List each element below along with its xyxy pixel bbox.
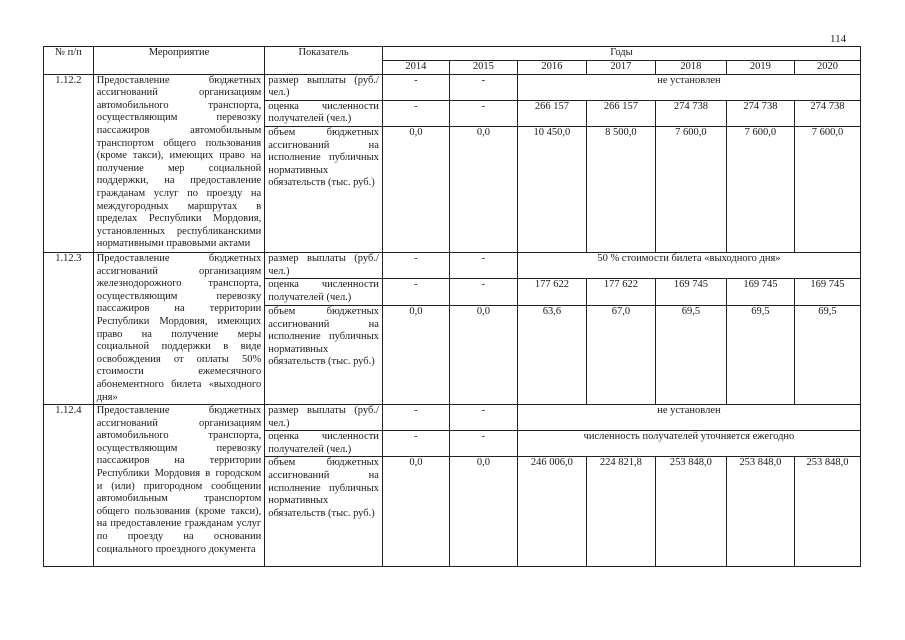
value-cell: 0,0 <box>449 305 517 404</box>
value-cell: - <box>449 100 517 126</box>
indicator-cell: размер выплаты (руб./ чел.) <box>265 74 383 100</box>
value-cell: - <box>449 74 517 100</box>
header-indicator: Показатель <box>265 47 383 75</box>
measures-table <box>43 46 861 567</box>
merged-note-cell: численность получателей уточняется ежегодно <box>517 431 860 457</box>
value-cell: 69,5 <box>794 305 860 404</box>
year-2016: 2016 <box>517 60 586 74</box>
value-cell: 266 157 <box>586 100 655 126</box>
value-cell: 0,0 <box>449 126 517 252</box>
value-cell: 7 600,0 <box>726 126 794 252</box>
value-cell: 10 450,0 <box>517 126 586 252</box>
value-cell: - <box>382 279 449 305</box>
header-row-1 <box>44 47 861 61</box>
value-cell: - <box>382 405 449 431</box>
merged-note-cell: 50 % стоимости билета «выходного дня» <box>517 252 860 278</box>
value-cell: - <box>382 252 449 278</box>
indicator-cell: объем бюджетных ассигнований на исполнение публичных нормативных обязательств (тыс. руб.) <box>265 457 383 567</box>
table-row <box>44 252 861 278</box>
value-cell: - <box>449 252 517 278</box>
indicator-cell: оценка численности получателей (чел.) <box>265 279 383 305</box>
year-2014: 2014 <box>382 60 449 74</box>
merged-note-cell: не установлен <box>517 74 860 100</box>
row-number: 1.12.2 <box>44 74 94 252</box>
value-cell: 169 745 <box>726 279 794 305</box>
page-number: 114 <box>830 33 847 45</box>
value-cell: 7 600,0 <box>655 126 726 252</box>
header-number: № п/п <box>44 47 94 75</box>
value-cell: 67,0 <box>586 305 655 404</box>
table-row <box>44 74 861 100</box>
value-cell: 274 738 <box>794 100 860 126</box>
event-description: Предоставление бюджетных ассигнований организациям автомобильного транспорта, осуществляющим перевозку пассажиров на территории Республики Мордовия в городском и (или) пригородном сообщении автомобильным транспортом общего пользования (кроме такси), на предоставление гражданам услуг по проезду на основании социального проездного документа <box>93 405 265 567</box>
year-2015: 2015 <box>449 60 517 74</box>
value-cell: 177 622 <box>517 279 586 305</box>
indicator-cell: объем бюджетных ассигнований на исполнение публичных нормативных обязательств (тыс. руб.) <box>265 305 383 404</box>
value-cell: 0,0 <box>382 126 449 252</box>
indicator-cell: оценка численности получателей (чел.) <box>265 431 383 457</box>
value-cell: 0,0 <box>382 305 449 404</box>
year-2018: 2018 <box>655 60 726 74</box>
indicator-cell: оценка численности получателей (чел.) <box>265 100 383 126</box>
value-cell: - <box>382 74 449 100</box>
merged-note-cell: не установлен <box>517 405 860 431</box>
value-cell: 266 157 <box>517 100 586 126</box>
value-cell: - <box>449 405 517 431</box>
value-cell: - <box>382 431 449 457</box>
row-number: 1.12.3 <box>44 252 94 404</box>
row-number: 1.12.4 <box>44 405 94 567</box>
value-cell: 63,6 <box>517 305 586 404</box>
year-2020: 2020 <box>794 60 860 74</box>
value-cell: 274 738 <box>726 100 794 126</box>
event-description: Предоставление бюджетных ассигнований организациям железнодорожного транспорта, осуществляющим перевозку пассажиров на территории Республики Мордовия, имеющих право на получение меры социальной поддержки в виде освобождения от оплаты 50% стоимости ежемесячного абонементного билета «выходного дня» <box>93 252 265 404</box>
value-cell: 169 745 <box>794 279 860 305</box>
value-cell: 246 006,0 <box>517 457 586 567</box>
indicator-cell: размер выплаты (руб./ чел.) <box>265 405 383 431</box>
year-2017: 2017 <box>586 60 655 74</box>
value-cell: 0,0 <box>449 457 517 567</box>
value-cell: 169 745 <box>655 279 726 305</box>
value-cell: 224 821,8 <box>586 457 655 567</box>
value-cell: 8 500,0 <box>586 126 655 252</box>
value-cell: 69,5 <box>655 305 726 404</box>
value-cell: 7 600,0 <box>794 126 860 252</box>
value-cell: 0,0 <box>382 457 449 567</box>
value-cell: - <box>449 279 517 305</box>
event-description: Предоставление бюджетных ассигнований организациям автомобильного транспорта, осуществляющим перевозку пассажиров автомобильным транспортом общего пользования (кроме такси), имеющих право на получение мер социальной поддержки, на предоставление гражданам услуг по проезду на междугородных маршрутах в пределах Республики Мордовия, установленных республиканскими нормативными правовыми актами <box>93 74 265 252</box>
value-cell: 253 848,0 <box>794 457 860 567</box>
value-cell: 274 738 <box>655 100 726 126</box>
value-cell: - <box>449 431 517 457</box>
value-cell: 253 848,0 <box>726 457 794 567</box>
value-cell: - <box>382 100 449 126</box>
value-cell: 69,5 <box>726 305 794 404</box>
value-cell: 177 622 <box>586 279 655 305</box>
table-row <box>44 405 861 431</box>
indicator-cell: размер выплаты (руб./ чел.) <box>265 252 383 278</box>
header-years: Годы <box>382 47 860 61</box>
header-event: Мероприятие <box>93 47 265 75</box>
year-2019: 2019 <box>726 60 794 74</box>
indicator-cell: объем бюджетных ассигнований на исполнение публичных нормативных обязательств (тыс. руб.) <box>265 126 383 252</box>
value-cell: 253 848,0 <box>655 457 726 567</box>
